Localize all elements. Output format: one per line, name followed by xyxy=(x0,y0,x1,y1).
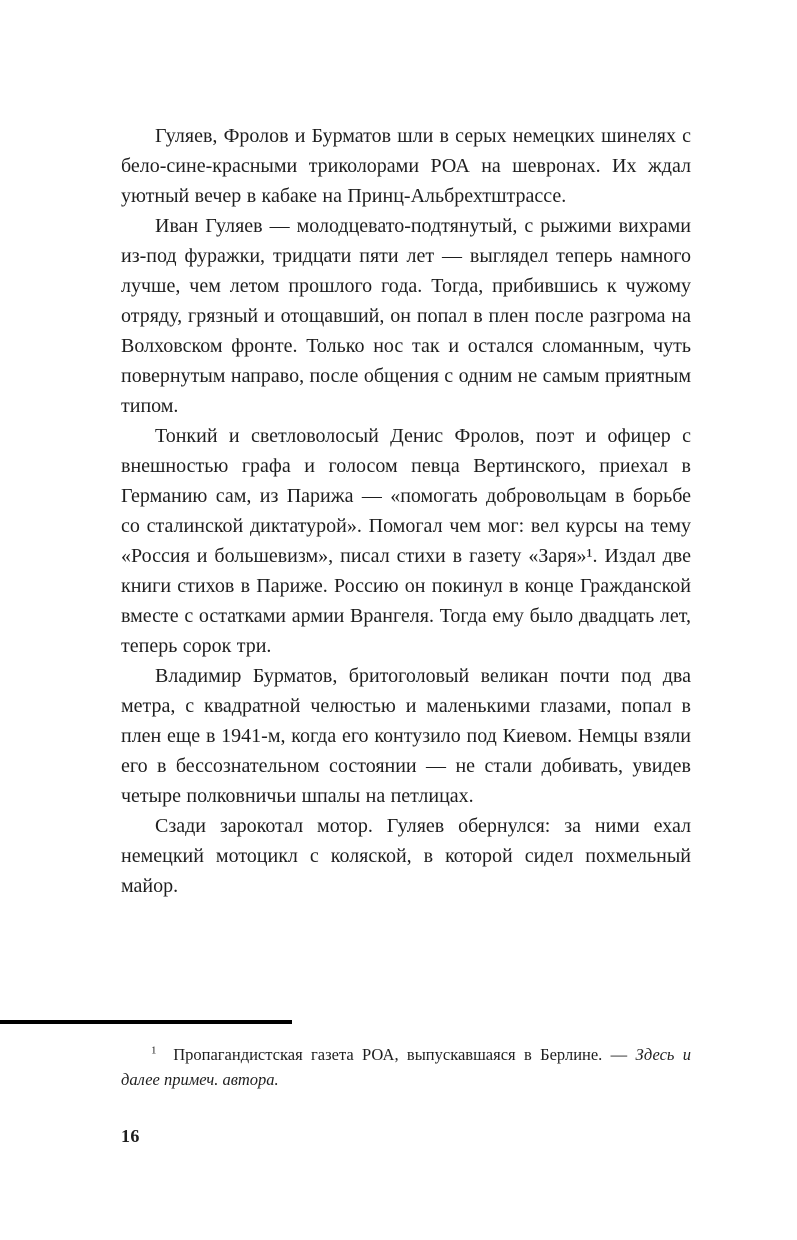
paragraph: Иван Гуляев — молодцевато-подтянутый, с рыжими вихрами из-под фуражки, тридцати пяти лет — выглядел теперь намного лучше, чем летом прошлого года. Тогда, прибившись к чужому отряду, грязный и отощавший, он попал в плен после разгрома на Волховском фронте. Только нос так и остался сломанным, чуть повернутым направо, после общения с одним не самым приятным типом. xyxy=(121,215,691,417)
page-number: 16 xyxy=(121,1126,140,1146)
footnote-author-note: Здесь и далее примеч. автора. xyxy=(121,1045,692,1089)
paragraph: Владимир Бурматов, бритоголовый великан почти под два метра, с квадратной челюстью и маленькими глазами, попал в плен еще в 1941-м, когда его контузило под Киевом. Немцы взяли его в бессознательном состоянии — не стали добивать, увидев четыре полковничьи шпалы на петлицах. xyxy=(121,665,691,807)
footnote-text: Пропагандистская газета РОА, выпускавшаяся в Берлине. — xyxy=(173,1045,628,1064)
footnote-marker: 1 xyxy=(151,1044,157,1057)
paragraph: Гуляев, Фролов и Бурматов шли в серых немецких шинелях с бело-сине-красными триколорами РОА на шевронах. Их ждал уютный вечер в кабаке на Принц-Альбрехтштрассе. xyxy=(121,125,691,207)
paragraph: Тонкий и светловолосый Денис Фролов, поэт и офицер с внешностью графа и голосом певца Вертинского, приехал в Германию сам, из Парижа — «помогать добровольцам в борьбе со сталинской диктатурой». Помогал чем мог: вел курсы на тему «Россия и большевизм», писал стихи в газету «Заря»¹. Издал две книги стихов в Париже. Россию он покинул в конце Гражданской вместе с остатками армии Врангеля. Тогда ему было двадцать лет, теперь сорок три. xyxy=(121,425,691,657)
paragraph: Сзади зарокотал мотор. Гуляев обернулся: за ними ехал немецкий мотоцикл с коляской, в которой сидел похмельный майор. xyxy=(121,815,691,897)
page-body xyxy=(121,121,691,901)
footnote xyxy=(121,1042,691,1092)
footnote-divider xyxy=(0,1020,292,1024)
